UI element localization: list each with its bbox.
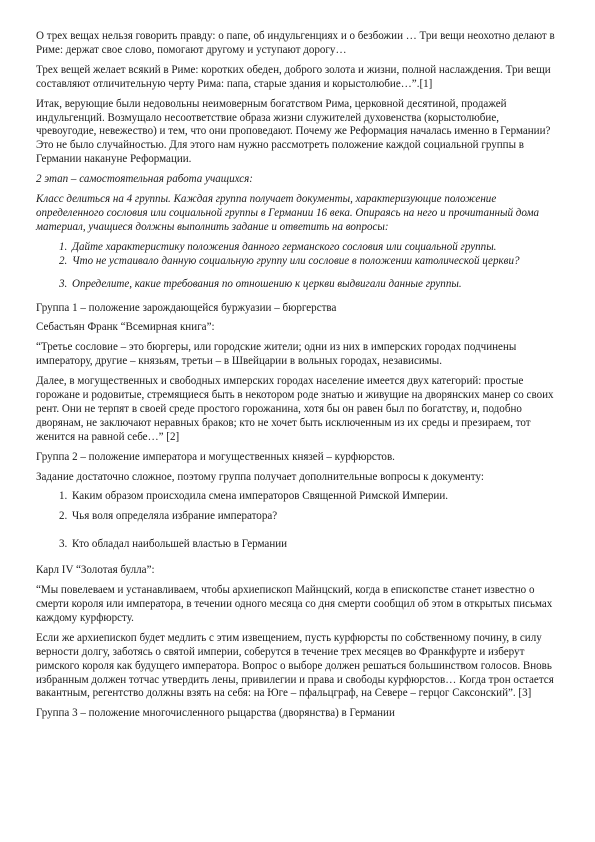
group-2-title: Группа 2 – положение императора и могущественных князей – курфюрстов. bbox=[36, 450, 395, 463]
document-page bbox=[36, 30, 560, 727]
paragraph-reformation-causes: Итак, верующие были недовольны неимоверным богатством Рима, церковной десятиной, продажей индульгенций. Возмущало несоответствие образа жизни служителей духовенства (корыстолюбие, чревоугодие, невежество) и тем, что они проповедают. Почему же Реформация началась именно в Германии? Это не было случайностью. Для этого нам нужно рассмотреть положение каждой социальной группы в Германии накануне Реформации. bbox=[36, 97, 551, 166]
task-item: 2. Что не устаивало данную социальную группу или сословие в положении католической церкви? bbox=[70, 255, 560, 269]
task-list bbox=[36, 241, 560, 292]
bulla-quote-2: Если же архиепископ будет медлить с этим извещением, пусть курфюрсты по собственному почину, в силу верности долгу, заботясь о святой империи, соберутся в течение трех месяцев во Франкфурте и изберут римского короля как будущего императора. Вопрос о выборе должен решаться большинством голосов. Вновь избранным должен тотчас утвердить лены, привилегии и права и свободы курфюрстов… Когда трон остается вакантным, регентство должны взять на себя: на Юге – пфальцграф, на Севере – герцог Саксонский”. [3] bbox=[36, 631, 554, 700]
group-2-question-list bbox=[36, 490, 560, 552]
question-item: 1. Каким образом происходила смена императоров Священной Римской Империи. bbox=[70, 490, 560, 504]
group-3-title: Группа 3 – положение многочисленного рыцарства (дворянства) в Германии bbox=[36, 707, 395, 720]
group-2-intro: Задание достаточно сложное, поэтому группа получает дополнительные вопросы к документу: bbox=[36, 470, 484, 483]
group-1-title: Группа 1 – положение зарождающейся буржуазии – бюргерства bbox=[36, 301, 337, 314]
paragraph-rome-quote-1: О трех вещах нельзя говорить правду: о папе, об индульгенциях и о безбожии … Три вещи неохотно делают в Риме: держат свое слово, помогают другому и уступают дорогу… bbox=[36, 30, 555, 56]
task-item: 3. Определите, какие требования по отношению к церкви выдвигали данные группы. bbox=[70, 278, 560, 292]
frank-source: Себастьян Франк “Всемирная книга”: bbox=[36, 321, 215, 334]
class-instructions: Класс делиться на 4 группы. Каждая группа получает документы, характеризующие положение определенного сословия или социальной группы в Германии 16 века. Опираясь на него и прочитанный дома материал, учащиеся должны выполнить задание и ответить на вопросы: bbox=[36, 193, 540, 233]
bulla-quote-1: “Мы повелеваем и устанавливаем, чтобы архиепископ Майнцский, когда в епископстве станет известно о смерти короля или императора, в течении одного месяца со дня смерти сообщил об этом в открытых письмах каждому курфюрсту. bbox=[36, 584, 553, 624]
question-item: 3. Кто обладал наибольшей властью в Германии bbox=[70, 538, 560, 552]
frank-quote-2: Далее, в могущественных и свободных имперских городах население имеется двух категорий: простые горожане и родовитые, стремящиеся быть в некотором роде знатью и живущие на дворянских манер со своих рент. Они не терпят в своей среде простого горожанина, хотя бы он равен был по богатству, и, подобно дворянам, не заключают неравных браков; кто не хочет быть исключенным из их среды и презираем, тот женится на равной себе…” [2] bbox=[36, 375, 554, 443]
question-item: 2. Чья воля определяла избрание императора? bbox=[70, 510, 560, 524]
frank-quote-1: “Третье сословие – это бюргеры, или городские жители; одни из них в имперских городах подчинены императору, другие – князьям, третьи – в Швейцарии в вольных городах, независимы. bbox=[36, 341, 517, 368]
paragraph-rome-quote-2: Трех вещей желает всякий в Риме: коротких обеден, доброго золота и жизни, полной наслаждения. Три вещи составляют отличительную черту Рима: папа, старые здания и корыстолюбие…”.[1] bbox=[36, 63, 551, 90]
stage-2-heading: 2 этап – самостоятельная работа учащихся: bbox=[36, 173, 253, 186]
task-item: 1. Дайте характеристику положения данного германского сословия или социальной группы. bbox=[70, 241, 560, 255]
bulla-source: Карл IV “Золотая булла”: bbox=[36, 564, 155, 577]
